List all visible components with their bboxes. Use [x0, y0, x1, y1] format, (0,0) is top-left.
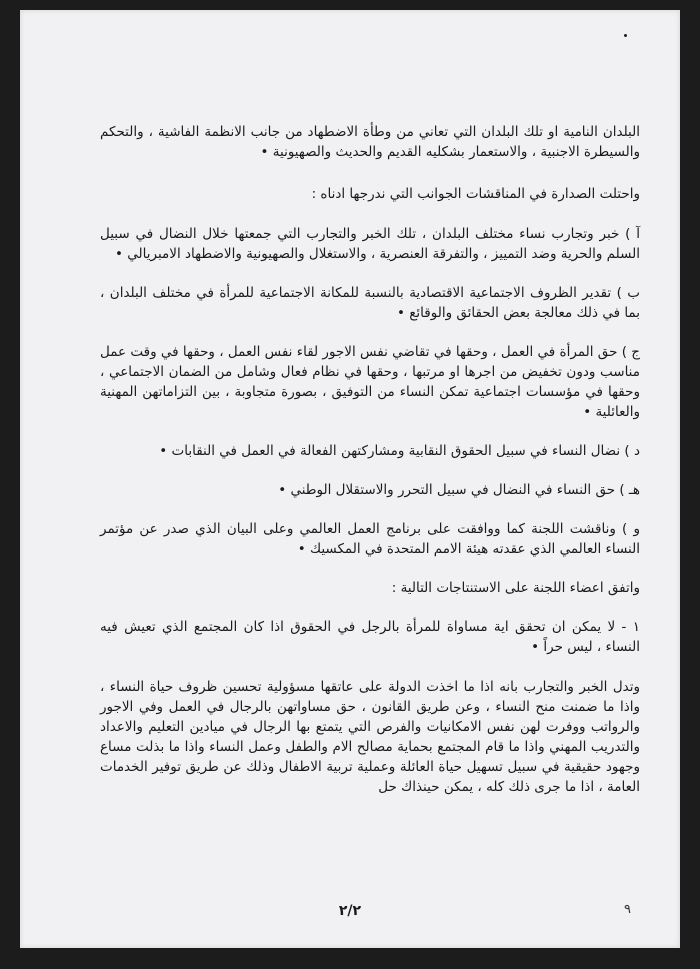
- conclusions-heading: واتفق اعضاء اللجنة على الاستنتاجات التالية :: [391, 580, 640, 596]
- intro-paragraph: البلدان النامية او تلك البلدان التي تعاني من وطأة الاضطهاد من جانب الانظمة الفاشية ، والتحكم والسيطرة الاجنبية ، والاستعمار بشكليه القديم والحديث والصهيونية •: [100, 124, 640, 160]
- item-c: ج ) حق المرأة في العمل ، وحقها في تقاضي نفس الاجور لقاء نفس العمل ، وحقها في وقت عمل مناسب ودون تخفيض من اجرها او مرتبها ، وحقها في نظام فعال وشامل من الضمان الاجتماعي ، وحقها في مؤسسات اجتماعية تمكن النساء من التوفيق ، بصورة متجاوبة ، بين التزاماتهن المهنية والعائلية •: [100, 344, 640, 420]
- document-body: [100, 122, 640, 797]
- ink-dot: [624, 34, 627, 37]
- conclusion-1: ١ - لا يمكن ان تحقق اية مساواة للمرأة بالرجل في الحقوق اذا كان المجتمع الذي تعيش فيه النساء ، ليس حراً •: [100, 619, 640, 655]
- page-number: ٢/٢: [338, 903, 362, 919]
- document-page: [20, 10, 680, 948]
- item-b: ب ) تقدير الظروف الاجتماعية الاقتصادية بالنسبة للمكانة الاجتماعية للمرأة في مختلف البلدان ، بما في ذلك معالجة بعض الحقائق والوقائع •: [100, 285, 640, 321]
- experience-paragraph: وتدل الخبر والتجارب بانه اذا ما اخذت الدولة على عاتقها مسؤولية تحسين ظروف حياة النساء ، واذا ما ضمنت منح النساء ، وعن طريق القانون ، حق مساواتهن بالرجال في العمل وفي الاجور والرواتب ووفرت لهن نفس الامكانيات والفرص التي يتمتع بها الرجال في ميادين التعليم والاعداد والتدريب المهني واذا ما قام المجتمع بحماية مصالح الام والطفل وعمل النساء واذا ما بذلت مساع وجهود حقيقية في سبيل تسهيل حياة العائلة وعملية تربية الاطفال وذلك عن طريق توفير الخدمات العامة ، اذا ما جرى ذلك كله ، يمكن حينذاك حل: [100, 679, 640, 795]
- item-d: د ) نضال النساء في سبيل الحقوق النقابية ومشاركتهن الفعالة في العمل في النقابات •: [159, 443, 640, 459]
- item-f: و ) وناقشت اللجنة كما ووافقت على برنامج العمل العالمي وعلى البيان الذي صدر عن مؤتمر النساء العالمي الذي عقدته هيئة الامم المتحدة في المكسيك •: [100, 521, 640, 557]
- discussion-heading: واحتلت الصدارة في المناقشات الجوانب التي ندرجها ادناه :: [311, 186, 640, 202]
- corner-mark: ٩: [624, 902, 631, 917]
- item-a: آ ) خبر وتجارب نساء مختلف البلدان ، تلك الخبر والتجارب التي جمعتها خلال النضال في سبيل السلم والحرية وضد التمييز ، والتفرقة العنصرية ، والاستغلال والصهيونية والاضطهاد الامبريالي •: [100, 226, 640, 262]
- item-e: هـ ) حق النساء في النضال في سبيل التحرر والاستقلال الوطني •: [278, 482, 640, 498]
